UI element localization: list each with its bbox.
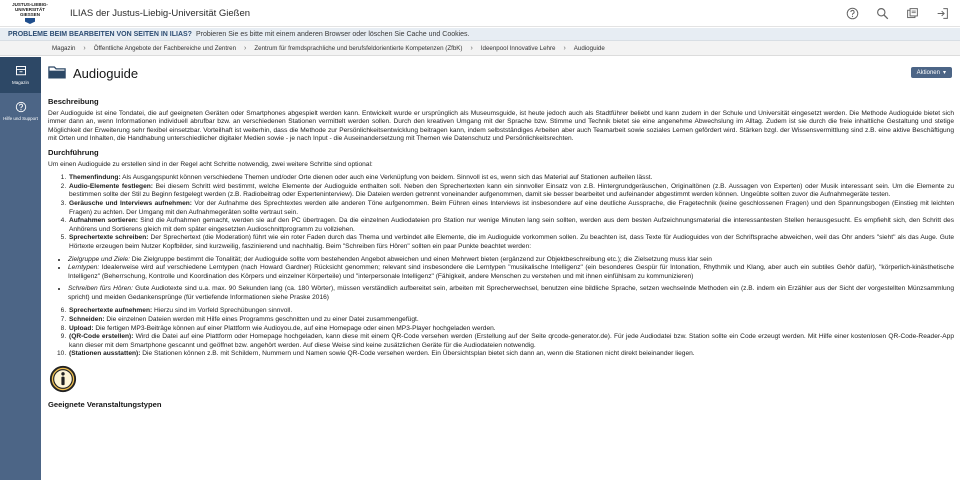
steps-list-b [68,307,954,359]
durchfuehrung-intro: Um einen Audioguide zu erstellen sind in der Regel acht Schritte notwendig, zwei weitere Schritte sind optional: [48,160,373,168]
sidebar-item-magazin[interactable] [0,57,41,93]
page-body [48,98,954,410]
section-heading-durchfuehrung: Durchführung [48,147,99,157]
breadcrumb-item-angebote[interactable]: Öffentliche Angebote der Fachbereiche und Zentren [93,44,237,52]
breadcrumb-item-ideenpool[interactable]: Ideenpool Innovative Lehre [480,44,556,52]
list-item: 3. Geräusche und Interviews aufnehmen: Vor der Aufnahme des Sprechtextes werden alle anderen Töne aufgenommen. Beim Führen eines Interviews ist insbesondere auf eine deutliche Aussprache, die Fragetechnik (keine geschlossenen Fragen) und den Spannungsbogen (Einstieg mit leichten Fragen) zu achten. Der Umgang mit den Aufnahmegeräten sollte vertraut sein. [68,200,954,217]
folder-icon [48,65,66,81]
page-header [48,62,954,84]
main-content [48,62,954,413]
banner-message: Probieren Sie es bitte mit einem anderen Browser oder löschen Sie Cache und Cookies. [195,30,470,38]
list-item: 1. Themenfindung: Als Ausgangspunkt können verschiedene Themen und/oder Orte dienen oder auch eine Verknüpfung von beidem. Sinnvoll ist es, wenn sich das Material auf Stationen aufteilen lässt. [68,174,954,183]
list-item: • Zielgruppe und Ziele: Die Zielgruppe bestimmt die Tonalität; der Audioguide sollte vom bestehenden Angebot abweichen und einen Mehrwert bieten (ergänzend zur Objektbeschreibung etc.); die Zielsetzung muss klar sein [68,256,954,265]
list-item: 7. Schneiden: Die einzelnen Dateien werden mit Hilfe eines Programms geschnitten und zu einer Datei zusammengefügt. [68,316,954,325]
top-header [0,0,960,27]
site-title[interactable]: ILIAS der Justus-Liebig-Universität Gießen [70,7,251,19]
breadcrumb-item-audioguide[interactable]: Audioguide [573,44,605,52]
list-item: 9. (QR-Code erstellen): Wird die Datei auf eine Plattform oder Homepage hochgeladen, kann diese mit einem QR-Code versehen werden (Erstellung auf der Seite qrcode-generator.de). Für jede Audiodatei bzw. Station sollte ein Code erzeugt werden. Mit Hilfe einer kostenlosen QR-Code-Reader-App kann dieser mit dem Smartphone gescannt und geöffnet bzw. angehört werden. Auf diese Weise sind keine zusätzlichen Geräte für die Audiodateien notwendig. [68,333,954,350]
list-item: 4. Aufnahmen sortieren: Sind die Aufnahmen gemacht, werden sie auf den PC übertragen. Da die einzelnen Audiodateien pro Station nur wenige Minuten lang sein sollten, werden aus dem besten Aufzeichnungsmaterial die interessantesten Stellen herausgesucht. Es empfiehlt sich, den Schritt des Anhörens und Sortierens gleich mit dem später eingesetzten Audioschnittprogramm zu vollziehen. [68,217,954,234]
actions-label: Aktionen [916,69,940,76]
list-item: 8. Upload: Die fertigen MP3-Beiträge können auf einer Plattform wie Audioyou.de, auf eine Homepage oder einen MP3-Player hochgeladen werden. [68,325,954,334]
logo-line-3: GIESSEN [19,12,40,17]
page-title: Audioguide [73,65,139,81]
breadcrumb-item-zfbk[interactable]: Zentrum für fremdsprachliche und berufsfeldorientierte Kompetenzen (ZfbK) [254,44,463,52]
logout-icon[interactable] [934,5,950,21]
banner-heading: PROBLEME BEIM BEARBEITEN VON SEITEN IN ILIAS? [8,30,192,38]
logo-line-1: JUSTUS-LIEBIG- [12,2,48,7]
main-sidebar [0,57,41,480]
list-item: • Schreiben fürs Hören: Gute Audiotexte sind u.a. max. 90 Sekunden lang (ca. 180 Wörter), müssen verständlich aufbereitet sein, arbeiten mit Sprecherwechsel, benutzen eine bildliche Sprache, setzen wechselnde Methoden ein (z.B. indem ein Erzähler aus der Sicht der vorgestellten Münzsammlung spricht) und meiden Gedankensprünge (für vertiefende Informationen siehe Praske 2016) [68,285,954,302]
list-item: • Lerntypen: Idealerweise wird auf verschiedene Lerntypen (nach Howard Gardner) Rücksicht genommen; relevant sind insbesondere die Lerntypen "musikalische Intelligenz" (ein besonderes Gespür für Intonation, Rhythmik und Klang, aber auch ein subtiles Gehör dafür), "körperlich-kinästhetische Intelligenz" (Beherrschung, Kontrolle und Koordination des Körpers und einzelner Körperteile) und "interpersonale Intelligenz" (Fähigkeit, andere Menschen zu verstehen und mit ihnen einfühlsam zu kommunizieren) [68,264,954,281]
chevron-right-icon: › [563,44,566,52]
breadcrumb [0,41,960,56]
breadcrumb-item-magazin[interactable]: Magazin [52,44,76,52]
chevron-down-icon: ▾ [942,70,946,76]
help-icon[interactable] [844,5,860,21]
section-heading-beschreibung: Beschreibung [48,97,99,106]
notifications-icon[interactable] [904,5,920,21]
info-icon [49,365,77,393]
chevron-right-icon: › [83,44,86,52]
sidebar-item-help[interactable] [0,93,41,129]
warning-banner [0,28,960,41]
actions-dropdown-button[interactable] [911,67,952,78]
logo-emblem [25,18,35,24]
chevron-right-icon: › [470,44,473,52]
list-item: 2. Audio-Elemente festlegen: Bei diesem Schritt wird bestimmt, welche Elemente der Audioguide enthalten soll. Neben den Sprechertexten kann ein sinnvoller Einsatz von z.B. Hintergrundgeräuschen, Originaltönen (z.B. Aussagen von Experten) oder Musik interessant sein. Um die Elemente zu bestimmen sollte der Stil zu Beginn festgelegt werden (z.B. Radiobeitrag oder Experteninterview). Die Dateien werden getrennt voneinander aufgenommen, damit sie besser bearbeitet und aufeinander abgestimmt werden können. Ungeübte sollten zuvor die Aufnahmegeräte testen. [68,183,954,200]
logo-text [12,2,48,17]
list-item: 6. Sprechertexte aufnehmen: Hierzu sind im Vorfeld Sprechübungen sinnvoll. [68,307,954,316]
bullet-list-a [68,256,954,282]
header-tools [844,5,950,21]
sidebar-item-label: Hilfe und Support [3,116,38,121]
logo-line-2: UNIVERSITÄT [14,7,45,12]
list-item: 10. (Stationen ausstatten): Die Stationen können z.B. mit Schildern, Nummern und Namen sowie QR-Code versehen werden. Ein Übersichtsplan bietet sich dann an, wenn die Stationen nicht direkt beieinander liegen. [68,350,954,359]
chevron-right-icon: › [244,44,247,52]
university-logo[interactable] [6,0,54,27]
library-icon [15,65,27,77]
steps-list-a [68,174,954,251]
search-icon[interactable] [874,5,890,21]
bullet-list-b [68,285,954,302]
section-heading-veranstaltungstypen: Geeignete Veranstaltungstypen [48,400,162,410]
beschreibung-text: Der Audioguide ist eine Tondatei, die auf geeigneten Geräten oder Smartphones abgespielt werden kann. Entwickelt wurde er ursprünglich als Museumsguide, ist heute jedoch auch als Stadtführer beliebt und kann zudem in der Schule und Universität eingesetzt werden. Die Methode Audioguide bietet sich immer dann an, wenn Informationen individuell abrufbar bzw. an verschiedenen Stationen vermittelt werden sollen. Durch den kreativen Umgang mit der Sprache bzw. Stimme und Technik bietet sie eine angenehme Abwechslung im Alltag. Zudem ist sie durch die freie inhaltliche Gestaltung und stetige Möglichkeit der Erweiterung sehr flexibel einsetzbar. Vorteilhaft ist weiterhin, dass die Methode zur Persönlichkeitsentwicklung beitragen kann, indem selbstständiges Arbeiten aber auch Teamarbeit sowie soziales Lernen gefördert wird. Stärken bzgl. der Wissensvermittlung sind z.B. eine aktive Beschäftigung mit Orten und Inhalten, die Handhabung unterschiedlicher digitaler Medien sowie - je nach Input - die Auseinandersetzung mit Themen wie Datenschutz und Persönlichkeitsrechten. [48,109,954,143]
list-item: 5. Sprechertexte schreiben: Der Sprechertext (die Moderation) führt wie ein roter Faden durch das Thema und verbindet alle Elemente, die im Audioguide vorkommen sollen. Zu beachten ist, dass Texte für Audioguides von der Schriftsprache abweichen, weil das Ohr anders "sieht" als das Auge. Gute Hörtexte erzeugen beim Nutzer Kopfbilder, sind kurzweilig, faszinierend und nachhaltig. Beim "Schreiben fürs Hören" sollten ein paar Punkte beachtet werden: [68,234,954,251]
sidebar-item-label: Magazin [11,80,29,85]
help-icon [15,101,27,113]
